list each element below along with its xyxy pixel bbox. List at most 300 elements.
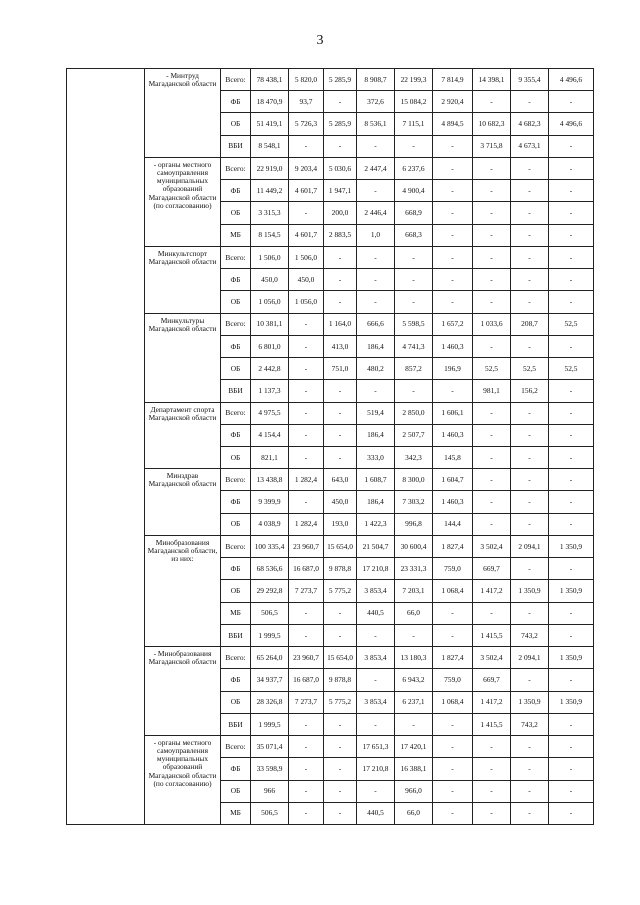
value-cell: - bbox=[357, 669, 395, 691]
funding-source-cell: ОБ bbox=[221, 113, 251, 135]
value-cell: - bbox=[549, 246, 594, 268]
funding-source-cell: Всего: bbox=[221, 313, 251, 335]
value-cell: 16 388,1 bbox=[395, 758, 433, 780]
value-cell: 506,5 bbox=[251, 802, 289, 824]
table-row bbox=[67, 535, 594, 557]
value-cell: - bbox=[324, 713, 357, 735]
value-cell: 450,0 bbox=[289, 269, 324, 291]
value-cell: 52,5 bbox=[511, 358, 549, 380]
value-cell: 666,6 bbox=[357, 313, 395, 335]
funding-source-cell: Всего: bbox=[221, 647, 251, 669]
value-cell: - bbox=[357, 269, 395, 291]
value-cell: - bbox=[549, 602, 594, 624]
value-cell: - bbox=[549, 558, 594, 580]
value-cell: - bbox=[433, 802, 473, 824]
value-cell: - bbox=[511, 513, 549, 535]
value-cell: - bbox=[549, 224, 594, 246]
value-cell: 372,6 bbox=[357, 91, 395, 113]
value-cell: 3 715,8 bbox=[473, 135, 511, 157]
value-cell: - bbox=[324, 602, 357, 624]
value-cell: - bbox=[473, 802, 511, 824]
value-cell: 186,4 bbox=[357, 335, 395, 357]
value-cell: 17 651,3 bbox=[357, 736, 395, 758]
value-cell: 519,4 bbox=[357, 402, 395, 424]
value-cell: - bbox=[511, 736, 549, 758]
value-cell: - bbox=[395, 380, 433, 402]
value-cell: 16 687,0 bbox=[289, 669, 324, 691]
value-cell: - bbox=[511, 224, 549, 246]
value-cell: - bbox=[511, 602, 549, 624]
entity-cell: Департамент спорта Магаданской области bbox=[145, 402, 221, 469]
value-cell: - bbox=[357, 713, 395, 735]
value-cell: 7 303,2 bbox=[395, 491, 433, 513]
value-cell: - bbox=[549, 758, 594, 780]
value-cell: 2 094,1 bbox=[511, 535, 549, 557]
value-cell: - bbox=[549, 424, 594, 446]
funding-source-cell: ФБ bbox=[221, 269, 251, 291]
value-cell: - bbox=[511, 558, 549, 580]
value-cell: 144,4 bbox=[433, 513, 473, 535]
entity-cell: - органы местного самоуправления муниципальных образований Магаданской области (по согласованию) bbox=[145, 736, 221, 825]
value-cell: 751,0 bbox=[324, 358, 357, 380]
value-cell: 5 285,9 bbox=[324, 113, 357, 135]
entity-cell: - Минтруд Магаданской области bbox=[145, 69, 221, 158]
value-cell: 2 850,0 bbox=[395, 402, 433, 424]
value-cell: 1 350,9 bbox=[549, 647, 594, 669]
value-cell: 66,0 bbox=[395, 602, 433, 624]
value-cell: 1,0 bbox=[357, 224, 395, 246]
value-cell: 6 801,0 bbox=[251, 335, 289, 357]
value-cell: - bbox=[473, 736, 511, 758]
value-cell: 450,0 bbox=[324, 491, 357, 513]
value-cell: 35 071,4 bbox=[251, 736, 289, 758]
value-cell: - bbox=[511, 335, 549, 357]
value-cell: - bbox=[289, 446, 324, 468]
value-cell: 2 094,1 bbox=[511, 647, 549, 669]
value-cell: - bbox=[473, 269, 511, 291]
value-cell: 4 601,7 bbox=[289, 180, 324, 202]
value-cell: - bbox=[549, 380, 594, 402]
value-cell: - bbox=[549, 802, 594, 824]
value-cell: 2 507,7 bbox=[395, 424, 433, 446]
page-number: 3 bbox=[316, 33, 324, 48]
value-cell: - bbox=[395, 135, 433, 157]
funding-source-cell: Всего: bbox=[221, 69, 251, 91]
value-cell: - bbox=[324, 91, 357, 113]
value-cell: - bbox=[473, 291, 511, 313]
funding-source-cell: ФБ bbox=[221, 558, 251, 580]
funding-source-cell: МБ bbox=[221, 224, 251, 246]
funding-source-cell: Всего: bbox=[221, 469, 251, 491]
funding-source-cell: Всего: bbox=[221, 246, 251, 268]
value-cell: - bbox=[395, 269, 433, 291]
value-cell: 1 068,4 bbox=[433, 691, 473, 713]
funding-source-cell: ФБ bbox=[221, 491, 251, 513]
value-cell: - bbox=[549, 402, 594, 424]
value-cell: - bbox=[511, 780, 549, 802]
value-cell: 13 180,3 bbox=[395, 647, 433, 669]
value-cell: - bbox=[511, 157, 549, 179]
value-cell: - bbox=[289, 202, 324, 224]
funding-source-cell: ФБ bbox=[221, 91, 251, 113]
empty-left-column bbox=[67, 69, 145, 825]
value-cell: 1 350,9 bbox=[549, 535, 594, 557]
value-cell: 5 775,2 bbox=[324, 691, 357, 713]
table-row bbox=[67, 69, 594, 91]
value-cell: - bbox=[395, 291, 433, 313]
value-cell: 1 827,4 bbox=[433, 647, 473, 669]
value-cell: - bbox=[473, 335, 511, 357]
value-cell: 1 282,4 bbox=[289, 513, 324, 535]
value-cell: 14 398,1 bbox=[473, 69, 511, 91]
value-cell: - bbox=[289, 758, 324, 780]
value-cell: 156,2 bbox=[511, 380, 549, 402]
value-cell: 4 900,4 bbox=[395, 180, 433, 202]
value-cell: - bbox=[549, 491, 594, 513]
value-cell: - bbox=[549, 291, 594, 313]
value-cell: 21 504,7 bbox=[357, 535, 395, 557]
value-cell: 29 292,8 bbox=[251, 580, 289, 602]
value-cell: - bbox=[433, 380, 473, 402]
value-cell: - bbox=[473, 446, 511, 468]
table-row bbox=[67, 469, 594, 491]
value-cell: - bbox=[357, 624, 395, 646]
value-cell: - bbox=[549, 669, 594, 691]
value-cell: - bbox=[324, 736, 357, 758]
value-cell: 186,4 bbox=[357, 424, 395, 446]
value-cell: - bbox=[357, 291, 395, 313]
value-cell: 7 115,1 bbox=[395, 113, 433, 135]
value-cell: 66,0 bbox=[395, 802, 433, 824]
value-cell: - bbox=[357, 180, 395, 202]
value-cell: 1 415,5 bbox=[473, 713, 511, 735]
value-cell: - bbox=[473, 491, 511, 513]
value-cell: 4 496,6 bbox=[549, 113, 594, 135]
funding-source-cell: Всего: bbox=[221, 402, 251, 424]
value-cell: - bbox=[511, 202, 549, 224]
value-cell: 200,0 bbox=[324, 202, 357, 224]
value-cell: 93,7 bbox=[289, 91, 324, 113]
value-cell: - bbox=[473, 202, 511, 224]
value-cell: 4 154,4 bbox=[251, 424, 289, 446]
value-cell: - bbox=[357, 135, 395, 157]
value-cell: 1 137,3 bbox=[251, 380, 289, 402]
value-cell: - bbox=[395, 713, 433, 735]
value-cell: - bbox=[511, 802, 549, 824]
value-cell: - bbox=[549, 780, 594, 802]
funding-source-cell: ОБ bbox=[221, 513, 251, 535]
value-cell: - bbox=[289, 424, 324, 446]
value-cell: 193,0 bbox=[324, 513, 357, 535]
value-cell: 643,0 bbox=[324, 469, 357, 491]
value-cell: - bbox=[549, 469, 594, 491]
value-cell: 450,0 bbox=[251, 269, 289, 291]
value-cell: 857,2 bbox=[395, 358, 433, 380]
value-cell: - bbox=[289, 402, 324, 424]
entity-cell: Минкультуры Магаданской области bbox=[145, 313, 221, 402]
value-cell: - bbox=[511, 402, 549, 424]
value-cell: 8 908,7 bbox=[357, 69, 395, 91]
value-cell: - bbox=[324, 758, 357, 780]
value-cell: 1 608,7 bbox=[357, 469, 395, 491]
value-cell: - bbox=[289, 602, 324, 624]
value-cell: - bbox=[324, 269, 357, 291]
value-cell: 8 154,5 bbox=[251, 224, 289, 246]
value-cell: 11 449,2 bbox=[251, 180, 289, 202]
funding-source-cell: Всего: bbox=[221, 736, 251, 758]
value-cell: 51 419,1 bbox=[251, 113, 289, 135]
value-cell: - bbox=[324, 135, 357, 157]
value-cell: 9 355,4 bbox=[511, 69, 549, 91]
value-cell: 1 415,5 bbox=[473, 624, 511, 646]
funding-source-cell: ФБ bbox=[221, 669, 251, 691]
value-cell: 4 496,6 bbox=[549, 69, 594, 91]
value-cell: 1 056,0 bbox=[289, 291, 324, 313]
value-cell: - bbox=[433, 269, 473, 291]
value-cell: - bbox=[511, 246, 549, 268]
value-cell: - bbox=[473, 402, 511, 424]
value-cell: 4 741,3 bbox=[395, 335, 433, 357]
value-cell: 1 999,5 bbox=[251, 624, 289, 646]
value-cell: - bbox=[511, 491, 549, 513]
value-cell: 9 878,8 bbox=[324, 558, 357, 580]
value-cell: 1 282,4 bbox=[289, 469, 324, 491]
value-cell: - bbox=[324, 446, 357, 468]
value-cell: 1 460,3 bbox=[433, 424, 473, 446]
value-cell: - bbox=[549, 135, 594, 157]
value-cell: 1 033,6 bbox=[473, 313, 511, 335]
value-cell: 23 960,7 bbox=[289, 647, 324, 669]
value-cell: 23 331,3 bbox=[395, 558, 433, 580]
value-cell: 15 654,0 bbox=[324, 647, 357, 669]
value-cell: - bbox=[289, 713, 324, 735]
value-cell: - bbox=[357, 246, 395, 268]
value-cell: 16 687,0 bbox=[289, 558, 324, 580]
value-cell: - bbox=[473, 224, 511, 246]
value-cell: - bbox=[289, 491, 324, 513]
table-body bbox=[67, 69, 594, 825]
value-cell: - bbox=[473, 513, 511, 535]
value-cell: 78 438,1 bbox=[251, 69, 289, 91]
value-cell: 1 657,2 bbox=[433, 313, 473, 335]
value-cell: 22 199,3 bbox=[395, 69, 433, 91]
value-cell: - bbox=[324, 402, 357, 424]
table-row bbox=[67, 647, 594, 669]
value-cell: - bbox=[549, 624, 594, 646]
value-cell: - bbox=[433, 224, 473, 246]
funding-source-cell: ВБИ bbox=[221, 380, 251, 402]
value-cell: - bbox=[549, 269, 594, 291]
value-cell: - bbox=[549, 736, 594, 758]
value-cell: - bbox=[395, 624, 433, 646]
value-cell: - bbox=[511, 424, 549, 446]
value-cell: - bbox=[433, 180, 473, 202]
value-cell: - bbox=[289, 780, 324, 802]
entity-cell: Минобразования Магаданской области, из них: bbox=[145, 535, 221, 646]
value-cell: 52,5 bbox=[473, 358, 511, 380]
value-cell: 821,1 bbox=[251, 446, 289, 468]
value-cell: 1 350,9 bbox=[511, 580, 549, 602]
value-cell: 4 038,9 bbox=[251, 513, 289, 535]
value-cell: - bbox=[433, 157, 473, 179]
value-cell: - bbox=[324, 780, 357, 802]
value-cell: 342,3 bbox=[395, 446, 433, 468]
value-cell: 1 350,9 bbox=[549, 580, 594, 602]
value-cell: 3 853,4 bbox=[357, 580, 395, 602]
value-cell: - bbox=[549, 713, 594, 735]
value-cell: 9 203,4 bbox=[289, 157, 324, 179]
value-cell: - bbox=[433, 624, 473, 646]
funding-source-cell: ВБИ bbox=[221, 624, 251, 646]
value-cell: 13 438,8 bbox=[251, 469, 289, 491]
value-cell: 3 315,3 bbox=[251, 202, 289, 224]
value-cell: - bbox=[511, 469, 549, 491]
value-cell: 8 300,0 bbox=[395, 469, 433, 491]
value-cell: - bbox=[357, 780, 395, 802]
funding-source-cell: МБ bbox=[221, 602, 251, 624]
value-cell: 5 598,5 bbox=[395, 313, 433, 335]
funding-source-cell: ФБ bbox=[221, 335, 251, 357]
value-cell: 5 775,2 bbox=[324, 580, 357, 602]
value-cell: 10 682,3 bbox=[473, 113, 511, 135]
value-cell: 669,7 bbox=[473, 558, 511, 580]
value-cell: - bbox=[324, 624, 357, 646]
value-cell: 8 548,1 bbox=[251, 135, 289, 157]
value-cell: - bbox=[549, 91, 594, 113]
value-cell: - bbox=[289, 624, 324, 646]
value-cell: - bbox=[511, 669, 549, 691]
value-cell: 1 422,3 bbox=[357, 513, 395, 535]
value-cell: 1 417,2 bbox=[473, 580, 511, 602]
value-cell: 52,5 bbox=[549, 313, 594, 335]
value-cell: 4 673,1 bbox=[511, 135, 549, 157]
value-cell: - bbox=[433, 135, 473, 157]
value-cell: - bbox=[289, 358, 324, 380]
value-cell: 2 883,5 bbox=[324, 224, 357, 246]
value-cell: 6 237,6 bbox=[395, 157, 433, 179]
value-cell: - bbox=[324, 291, 357, 313]
value-cell: 1 506,0 bbox=[251, 246, 289, 268]
funding-source-cell: Всего: bbox=[221, 535, 251, 557]
funding-source-cell: ОБ bbox=[221, 446, 251, 468]
value-cell: 2 447,4 bbox=[357, 157, 395, 179]
value-cell: - bbox=[433, 736, 473, 758]
value-cell: 100 335,4 bbox=[251, 535, 289, 557]
value-cell: 52,5 bbox=[549, 358, 594, 380]
value-cell: 1 350,9 bbox=[511, 691, 549, 713]
funding-source-cell: ОБ bbox=[221, 780, 251, 802]
value-cell: 17 210,8 bbox=[357, 758, 395, 780]
funding-source-cell: ФБ bbox=[221, 424, 251, 446]
value-cell: - bbox=[549, 157, 594, 179]
value-cell: - bbox=[511, 269, 549, 291]
value-cell: 1 604,7 bbox=[433, 469, 473, 491]
entity-cell: Минкультспорт Магаданской области bbox=[145, 246, 221, 313]
value-cell: 3 853,4 bbox=[357, 691, 395, 713]
value-cell: 1 164,0 bbox=[324, 313, 357, 335]
funding-source-cell: ФБ bbox=[221, 180, 251, 202]
value-cell: - bbox=[473, 469, 511, 491]
value-cell: 5 285,9 bbox=[324, 69, 357, 91]
value-cell: - bbox=[549, 513, 594, 535]
value-cell: 145,8 bbox=[433, 446, 473, 468]
value-cell: 5 726,3 bbox=[289, 113, 324, 135]
value-cell: 2 920,4 bbox=[433, 91, 473, 113]
value-cell: 1 350,9 bbox=[549, 691, 594, 713]
value-cell: 22 919,0 bbox=[251, 157, 289, 179]
table-row bbox=[67, 157, 594, 179]
value-cell: - bbox=[289, 802, 324, 824]
value-cell: - bbox=[433, 202, 473, 224]
value-cell: 28 326,8 bbox=[251, 691, 289, 713]
value-cell: 668,3 bbox=[395, 224, 433, 246]
table-row bbox=[67, 736, 594, 758]
value-cell: - bbox=[511, 180, 549, 202]
value-cell: - bbox=[511, 291, 549, 313]
value-cell: - bbox=[357, 380, 395, 402]
value-cell: 2 442,8 bbox=[251, 358, 289, 380]
value-cell: - bbox=[473, 180, 511, 202]
value-cell: 30 600,4 bbox=[395, 535, 433, 557]
value-cell: 1 056,0 bbox=[251, 291, 289, 313]
value-cell: - bbox=[289, 380, 324, 402]
value-cell: 966,0 bbox=[395, 780, 433, 802]
value-cell: - bbox=[433, 758, 473, 780]
value-cell: 3 502,4 bbox=[473, 647, 511, 669]
funding-source-cell: МБ bbox=[221, 802, 251, 824]
value-cell: - bbox=[511, 91, 549, 113]
value-cell: 15 654,0 bbox=[324, 535, 357, 557]
value-cell: - bbox=[549, 202, 594, 224]
value-cell: 7 273,7 bbox=[289, 691, 324, 713]
value-cell: 743,2 bbox=[511, 624, 549, 646]
value-cell: - bbox=[289, 736, 324, 758]
value-cell: - bbox=[473, 758, 511, 780]
value-cell: - bbox=[324, 424, 357, 446]
value-cell: - bbox=[511, 758, 549, 780]
value-cell: 3 853,4 bbox=[357, 647, 395, 669]
value-cell: 440,5 bbox=[357, 802, 395, 824]
value-cell: 966 bbox=[251, 780, 289, 802]
value-cell: 8 536,1 bbox=[357, 113, 395, 135]
value-cell: - bbox=[395, 246, 433, 268]
value-cell: 6 237,1 bbox=[395, 691, 433, 713]
value-cell: - bbox=[511, 446, 549, 468]
value-cell: - bbox=[549, 335, 594, 357]
value-cell: - bbox=[433, 780, 473, 802]
value-cell: - bbox=[433, 246, 473, 268]
funding-source-cell: ВБИ bbox=[221, 135, 251, 157]
value-cell: 1 417,2 bbox=[473, 691, 511, 713]
value-cell: 1 999,5 bbox=[251, 713, 289, 735]
value-cell: 7 814,9 bbox=[433, 69, 473, 91]
value-cell: 186,4 bbox=[357, 491, 395, 513]
value-cell: 1 068,4 bbox=[433, 580, 473, 602]
value-cell: 3 502,4 bbox=[473, 535, 511, 557]
value-cell: - bbox=[289, 135, 324, 157]
funding-source-cell: ОБ bbox=[221, 580, 251, 602]
entity-cell: - органы местного самоуправления муниципальных образований Магаданской области (по согласованию) bbox=[145, 157, 221, 246]
value-cell: 9 878,8 bbox=[324, 669, 357, 691]
value-cell: 4 601,7 bbox=[289, 224, 324, 246]
value-cell: 17 210,8 bbox=[357, 558, 395, 580]
value-cell: - bbox=[473, 780, 511, 802]
budget-table bbox=[66, 68, 594, 825]
value-cell: 2 446,4 bbox=[357, 202, 395, 224]
value-cell: - bbox=[324, 380, 357, 402]
value-cell: 196,9 bbox=[433, 358, 473, 380]
funding-source-cell: ОБ bbox=[221, 202, 251, 224]
